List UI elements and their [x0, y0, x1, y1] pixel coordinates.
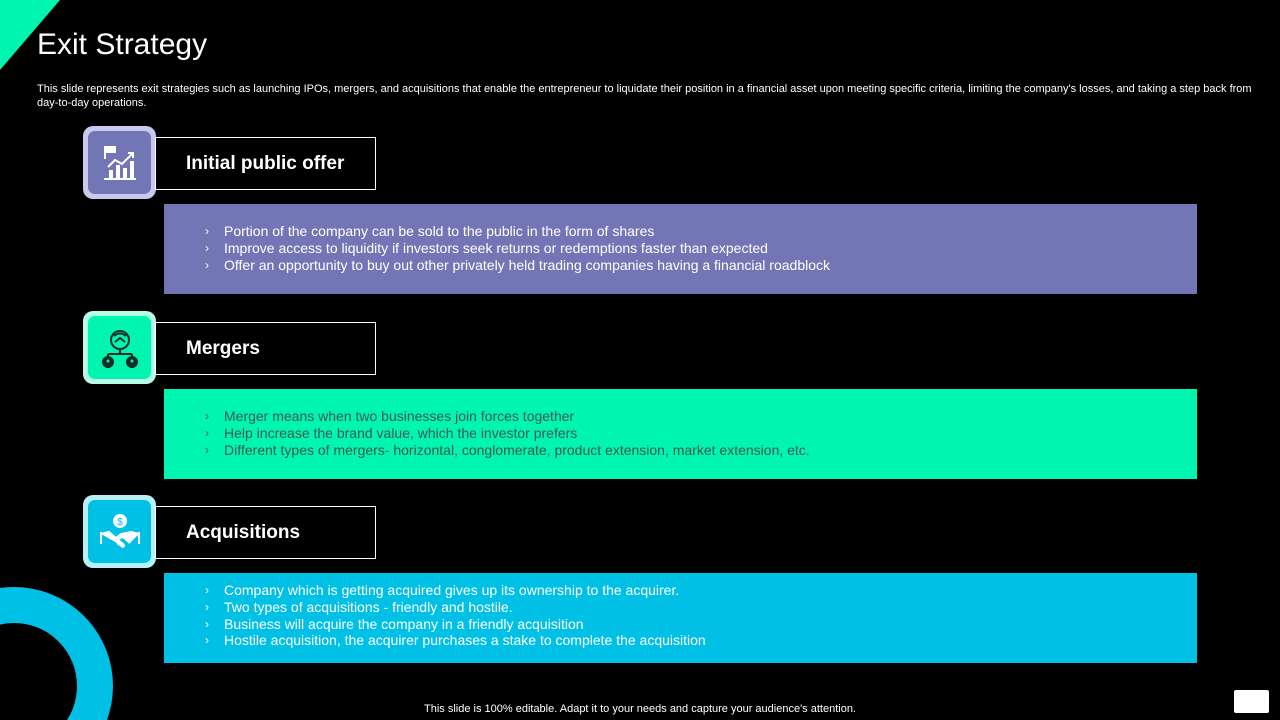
acquisitions-points-panel: [164, 573, 1197, 663]
list-item: › Hostile acquisition, the acquirer purchases a stake to complete the acquisition: [202, 632, 1197, 649]
section-mergers: [0, 311, 1280, 481]
handshake-dollar-icon: [99, 512, 141, 552]
list-item: › Portion of the company can be sold to the public in the form of shares: [202, 223, 1197, 240]
list-item: › Company which is getting acquired gives up its ownership to the acquirer.: [202, 582, 1197, 599]
list-item: › Different types of mergers- horizontal, conglomerate, product extension, market extension, etc.: [202, 442, 1197, 459]
list-item: › Offer an opportunity to buy out other privately held trading companies having a financial roadblock: [202, 257, 1197, 274]
list-item: › Help increase the brand value, which the investor prefers: [202, 425, 1197, 442]
edit-tab-button[interactable]: [1234, 690, 1269, 713]
section-label-mergers: Mergers: [155, 322, 376, 375]
ipo-points-panel: [164, 204, 1197, 294]
section-initial-public-offer: [0, 126, 1280, 296]
list-item: › Merger means when two businesses join forces together: [202, 408, 1197, 425]
mergers-points-panel: [164, 389, 1197, 479]
list-item: › Two types of acquisitions - friendly and hostile.: [202, 599, 1197, 616]
slide-subtitle: This slide represents exit strategies such as launching IPOs, mergers, and acquisitions that enable the entrepreneur to liquidate their position in a financial asset upon meeting specific criteria, limiting the company's losses, and taking a step back from day-to-day operations.: [37, 83, 1252, 109]
slide-title: Exit Strategy: [37, 28, 208, 61]
footer-note: This slide is 100% editable. Adapt it to your needs and capture your audience's attention.: [424, 703, 856, 715]
section-acquisitions: [0, 495, 1280, 665]
acquisitions-icon-tile: [83, 495, 156, 568]
ipo-icon-tile: [83, 126, 156, 199]
ipo-chart-icon: [100, 143, 140, 183]
section-label-ipo: Initial public offer: [155, 137, 376, 190]
merger-network-icon: [100, 327, 140, 369]
mergers-icon-tile: [83, 311, 156, 384]
section-label-acquisitions: Acquisitions: [155, 506, 376, 559]
list-item: › Business will acquire the company in a friendly acquisition: [202, 616, 1197, 633]
list-item: › Improve access to liquidity if investors seek returns or redemptions faster than expected: [202, 240, 1197, 257]
svg-text:$: $: [116, 516, 123, 528]
